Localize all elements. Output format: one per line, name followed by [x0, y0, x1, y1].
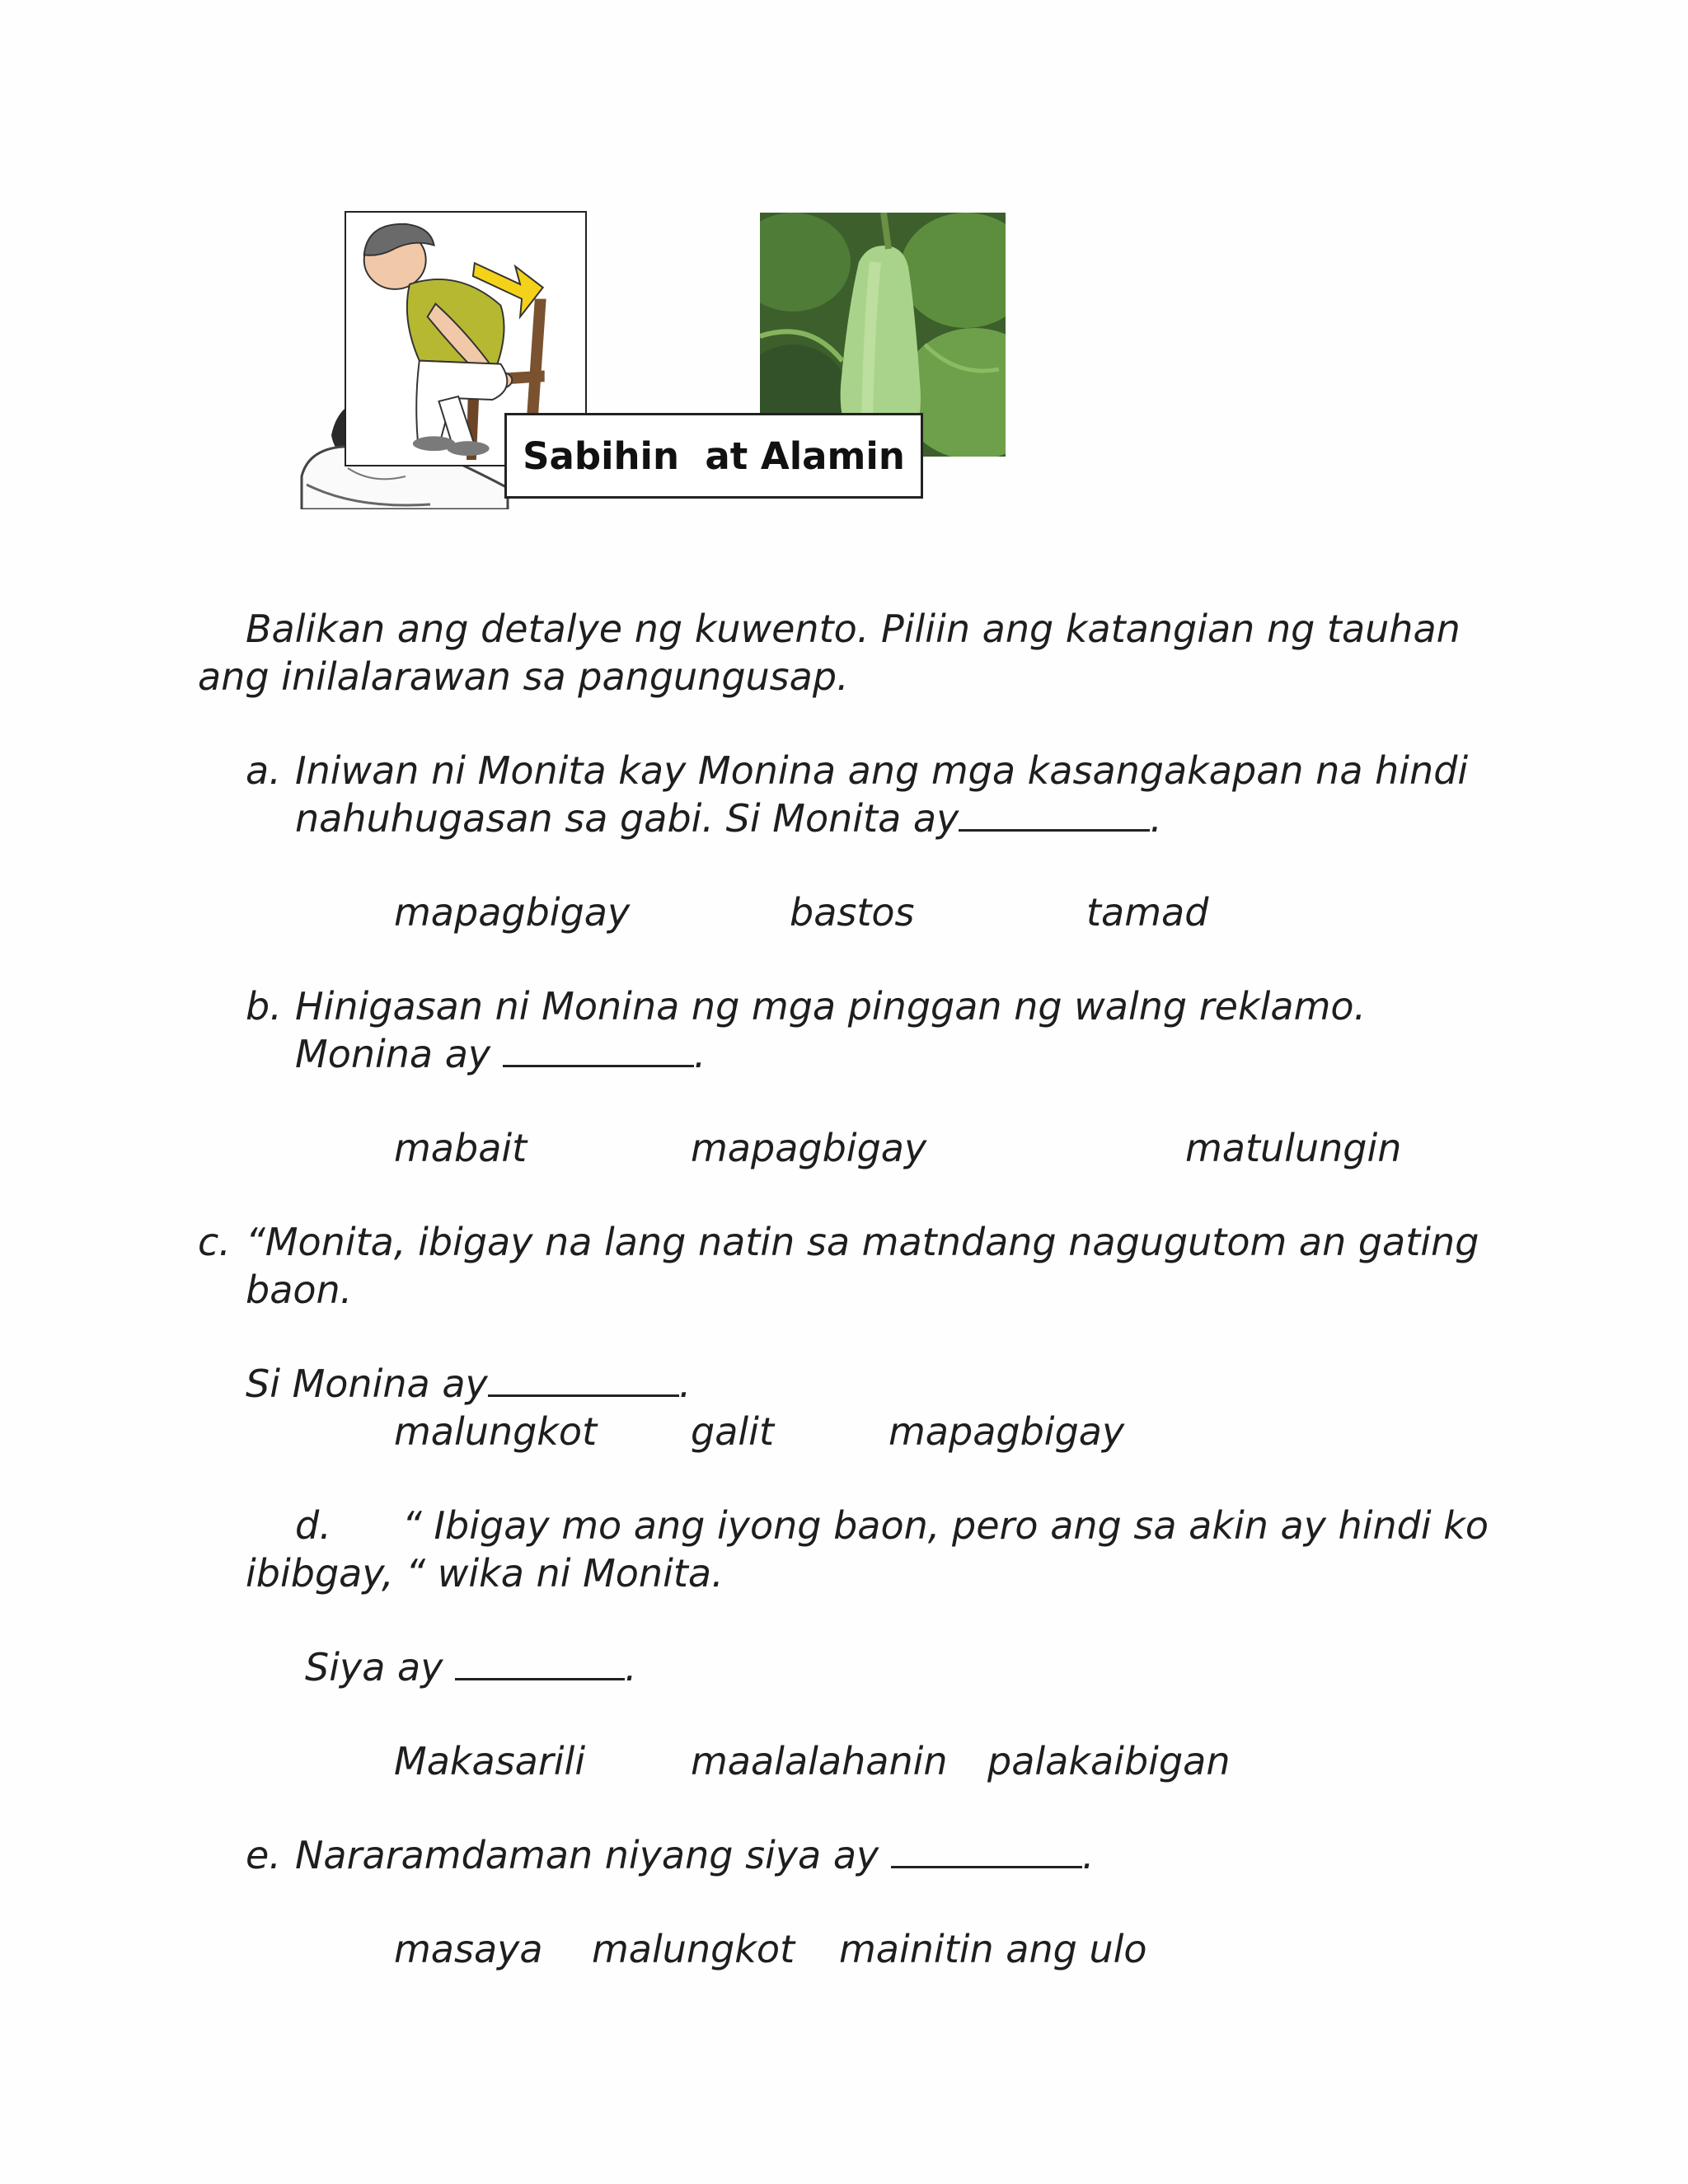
item-b-choice-2: mapagbigay	[691, 1126, 927, 1170]
item-a-answer-blank[interactable]	[959, 796, 1150, 832]
item-a-choice-2: bastos	[790, 890, 915, 935]
item-d-letter: d.	[295, 1503, 331, 1548]
item-a-line-2: nahuhugasan sa gabi. Si Monita ay	[295, 796, 959, 841]
item-d-line-2: ibibgay, “ wika ni Monita.	[246, 1551, 724, 1596]
item-d-choice-3: palakaibigan	[987, 1739, 1231, 1783]
item-d-choice-2: maalalahanin	[691, 1739, 948, 1783]
item-a-choice-3: tamad	[1086, 890, 1209, 935]
item-e-choice-2: malungkot	[592, 1927, 795, 1971]
item-c-choice-1: malungkot	[394, 1409, 598, 1454]
item-a-period: .	[1150, 796, 1162, 841]
item-b-choice-3: matulungin	[1185, 1126, 1402, 1170]
item-c-answer-blank[interactable]	[488, 1361, 679, 1397]
item-e-answer-blank[interactable]	[891, 1833, 1082, 1868]
item-e-line-1: Nararamdaman niyang siya ay	[295, 1833, 891, 1877]
item-c-choice-2: galit	[691, 1409, 774, 1454]
item-c-line-2: baon.	[246, 1268, 353, 1312]
item-b-period: .	[693, 1032, 706, 1076]
item-d-choice-1: Makasarili	[394, 1739, 586, 1783]
item-e-line-1-row	[295, 1831, 1095, 1879]
item-a-line-2-row	[295, 794, 1162, 842]
item-b-choice-1: mabait	[394, 1126, 528, 1170]
item-c-line-3: Si Monina ay	[246, 1361, 488, 1406]
item-d-period: .	[625, 1645, 637, 1690]
item-d-line-1: “ Ibigay mo ang iyong baon, pero ang sa akin ay hindi ko	[402, 1503, 1489, 1548]
item-d-line-3: Siya ay	[305, 1645, 456, 1690]
item-a-letter: a.	[246, 748, 281, 793]
item-c-period: .	[678, 1361, 692, 1406]
item-a-choice-1: mapagbigay	[394, 890, 631, 935]
item-c-choice-3: mapagbigay	[889, 1409, 1125, 1454]
item-e-period: .	[1081, 1833, 1095, 1877]
item-a-line-1: Iniwan ni Monita kay Monina ang mga kasangakapan na hindi	[295, 748, 1469, 793]
item-d-line-3-row	[305, 1643, 637, 1691]
item-b-letter: b.	[246, 984, 282, 1029]
item-c-line-3-row	[246, 1360, 691, 1408]
item-b-answer-blank[interactable]	[503, 1032, 694, 1067]
item-c-line-1: “Monita, ibigay na lang natin sa matndang nagugutom an gating	[246, 1220, 1479, 1264]
instructions-line-2: ang inilalarawan sa pangungusap.	[198, 654, 849, 699]
worksheet-title: Sabihin at Alamin	[504, 413, 923, 499]
item-b-line-2: Monina ay	[295, 1032, 503, 1076]
item-e-choice-3: mainitin ang ulo	[839, 1927, 1147, 1971]
instructions-line-1: Balikan ang detalye ng kuwento. Piliin ang katangian ng tauhan	[246, 607, 1461, 651]
item-d-answer-blank[interactable]	[455, 1645, 625, 1680]
item-b-line-1: Hinigasan ni Monina ng mga pinggan ng walng reklamo.	[295, 984, 1367, 1029]
item-e-letter: e.	[246, 1833, 281, 1877]
item-b-line-2-row	[295, 1030, 706, 1078]
item-e-choice-1: masaya	[394, 1927, 543, 1971]
item-c-letter: c.	[198, 1220, 231, 1264]
